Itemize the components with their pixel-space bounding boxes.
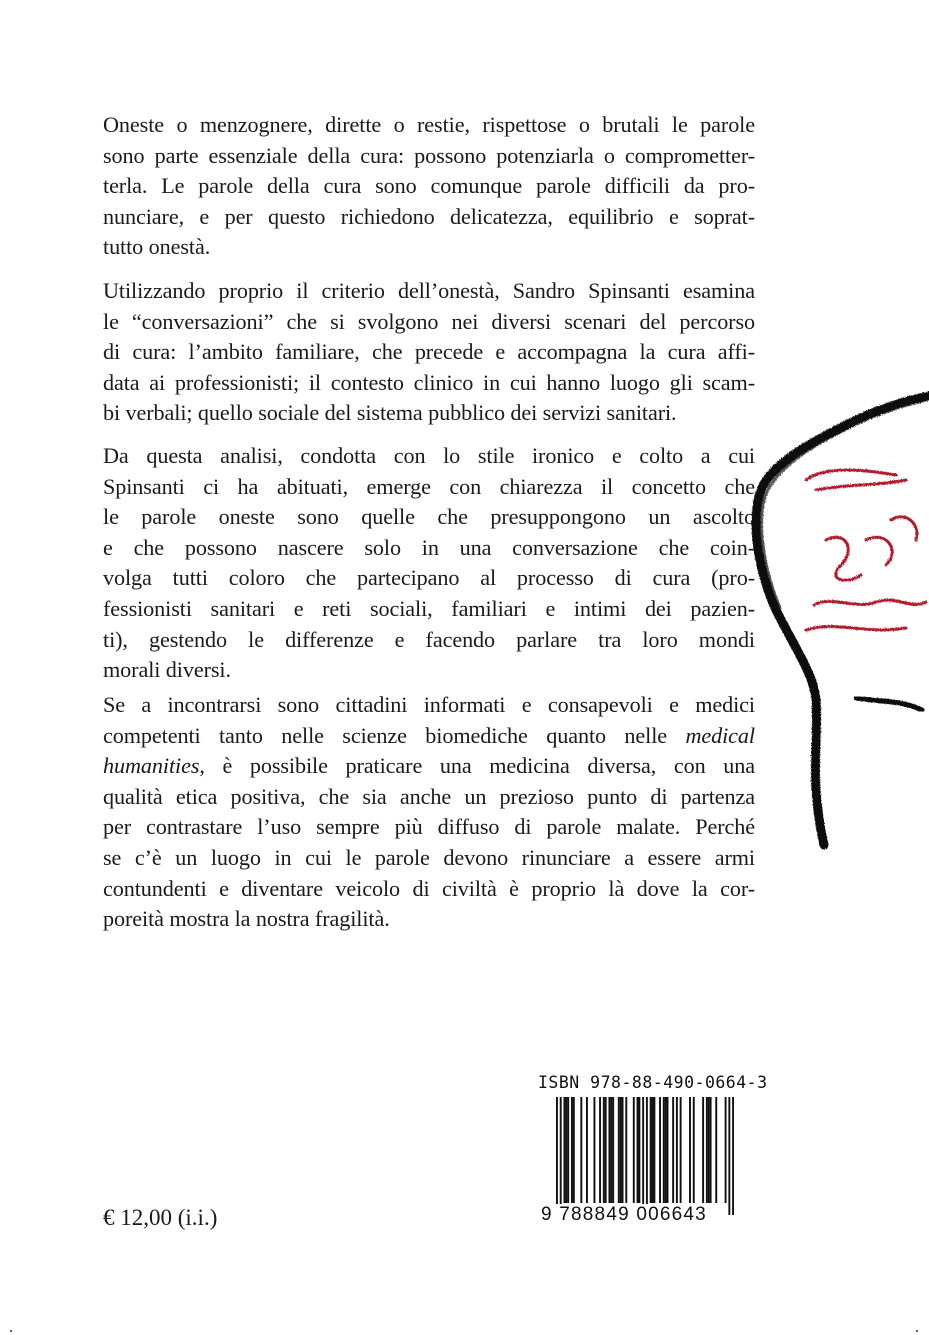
text-line: Da questa analisi, condotta con lo stile ironico e colto a cui xyxy=(103,443,755,468)
text-line: Utilizzando proprio il criterio dell’onestà, Sandro Spinsanti esamina xyxy=(103,278,755,303)
barcode-bar xyxy=(610,1097,612,1203)
barcode-bar xyxy=(676,1097,678,1203)
italic-term: medical xyxy=(685,722,755,748)
text-line: terla. Le parole della cura sono comunque parole difficili da pro- xyxy=(103,173,755,199)
black-crayon-stroke xyxy=(856,698,922,710)
barcode-bar xyxy=(620,1097,622,1203)
barcode-bar xyxy=(708,1097,710,1203)
text-line: le “conversazioni” che si svolgono nei diversi scenari del percorso xyxy=(103,308,755,334)
paragraph-3 xyxy=(103,441,755,686)
barcode-digits: 9 788849 006643 xyxy=(541,1204,707,1225)
black-crayon-stroke xyxy=(756,396,929,845)
text-line: contundenti e diventare veicolo di civiltà è proprio là dove la cor- xyxy=(103,875,755,901)
text-line xyxy=(103,721,755,752)
text-span: , è possibile praticare una medicina diversa, con una xyxy=(199,753,755,779)
barcode-bar xyxy=(637,1097,639,1203)
barcode-bar xyxy=(667,1097,669,1203)
barcode-bar xyxy=(732,1097,734,1215)
text-line: ti), gestendo le differenze e facendo parlare tra loro mondi xyxy=(103,626,755,652)
barcode-bar xyxy=(560,1097,562,1215)
black-crayon-stroke xyxy=(762,400,926,608)
barcode-bar xyxy=(618,1097,620,1203)
text-line: Spinsanti ci ha abituati, emerge con chiarezza il concetto che xyxy=(103,473,755,499)
price-label: € 12,00 (i.i.) xyxy=(103,1205,218,1230)
isbn-barcode xyxy=(556,1097,734,1215)
text-line: morali diversi. xyxy=(103,657,231,683)
barcode-bar xyxy=(586,1097,588,1203)
text-line: nunciare, e per questo richiedono delicatezza, equilibrio e soprat- xyxy=(103,203,755,229)
text-line: per contrastare l’uso sempre più diffuso di parole malate. Perché xyxy=(103,814,755,840)
barcode-bar xyxy=(612,1097,614,1203)
barcode-bar xyxy=(710,1097,712,1203)
barcode-bar xyxy=(593,1097,595,1203)
barcode-bar xyxy=(702,1097,704,1203)
text-line: bi verbali; quello sociale del sistema pubblico dei servizi sanitari. xyxy=(103,400,677,426)
barcode-bar xyxy=(725,1097,727,1203)
text-line: sono parte essenziale della cura: possono potenziarla o comprometter- xyxy=(103,142,755,168)
isbn-label: ISBN 978-88-490-0664-3 xyxy=(538,1073,768,1092)
text-line: tutto onestà. xyxy=(103,234,211,260)
barcode-bar xyxy=(603,1097,605,1203)
paragraph-1 xyxy=(103,110,755,263)
italic-term: humanities xyxy=(103,753,200,779)
barcode-bar xyxy=(622,1097,624,1203)
barcode-bar xyxy=(689,1097,691,1203)
paragraph-4 xyxy=(103,690,755,935)
barcode-bar xyxy=(573,1097,575,1203)
barcode-bar xyxy=(715,1097,717,1203)
barcode-bar xyxy=(638,1097,640,1203)
barcode-bar xyxy=(567,1097,569,1203)
profile-sketch-illustration xyxy=(736,380,929,850)
barcode-bar xyxy=(642,1097,644,1215)
barcode-bar xyxy=(625,1097,627,1203)
barcode-bar xyxy=(646,1097,648,1215)
text-line: qualità etica positiva, che sia anche un prezioso punto di partenza xyxy=(103,783,755,809)
barcode-bar xyxy=(665,1097,667,1203)
text-line: se c’è un luogo in cui le parole devono rinunciare a essere armi xyxy=(103,844,755,870)
text-line: fessionisti sanitari e reti sociali, familiari e intimi dei pazien- xyxy=(103,595,755,621)
paragraph-2 xyxy=(103,276,755,429)
text-line: e che possono nascere solo in una conversazione che coin- xyxy=(103,534,755,560)
red-crayon-stroke xyxy=(806,470,906,490)
barcode-bar xyxy=(608,1097,610,1203)
barcode-bar xyxy=(556,1097,558,1215)
barcode-bar xyxy=(653,1097,655,1203)
barcode-bar xyxy=(680,1097,682,1203)
text-line: di cura: l’ambito familiare, che precede e accompagna la cura affi- xyxy=(103,339,755,365)
barcode-bar xyxy=(693,1097,695,1203)
text-line xyxy=(103,751,755,782)
text-line: Oneste o menzognere, dirette o restie, rispettose o brutali le parole xyxy=(103,112,755,137)
crop-mark xyxy=(10,1330,12,1332)
barcode-bar xyxy=(605,1097,607,1203)
barcode-bar xyxy=(652,1097,654,1203)
barcode-bar xyxy=(672,1097,674,1203)
text-line: Se a incontrarsi sono cittadini informati e consapevoli e medici xyxy=(103,692,755,717)
barcode-bar xyxy=(633,1097,635,1203)
crop-mark xyxy=(916,1330,918,1332)
barcode-bar xyxy=(650,1097,652,1203)
text-span: competenti tanto nelle scienze biomediche quanto nelle xyxy=(103,722,686,748)
text-line: poreità mostra la nostra fragilità. xyxy=(103,906,390,932)
red-crayon-stroke xyxy=(826,517,917,580)
barcode-bar xyxy=(565,1097,567,1203)
barcode-bar xyxy=(663,1097,665,1203)
text-line: le parole oneste sono quelle che presuppongono un ascolto xyxy=(103,504,755,530)
barcode-bar xyxy=(599,1097,601,1203)
text-line: data ai professionisti; il contesto clinico in cui hanno luogo gli scam- xyxy=(103,369,755,395)
barcode-bar xyxy=(571,1097,573,1203)
barcode-bar xyxy=(563,1097,565,1203)
red-crayon-stroke xyxy=(806,600,926,630)
text-line: volga tutti coloro che partecipano al processo di cura (pro- xyxy=(103,565,755,591)
barcode-bar xyxy=(728,1097,730,1215)
barcode-bar xyxy=(659,1097,661,1203)
barcode-bar xyxy=(706,1097,708,1203)
barcode-bar xyxy=(580,1097,582,1203)
